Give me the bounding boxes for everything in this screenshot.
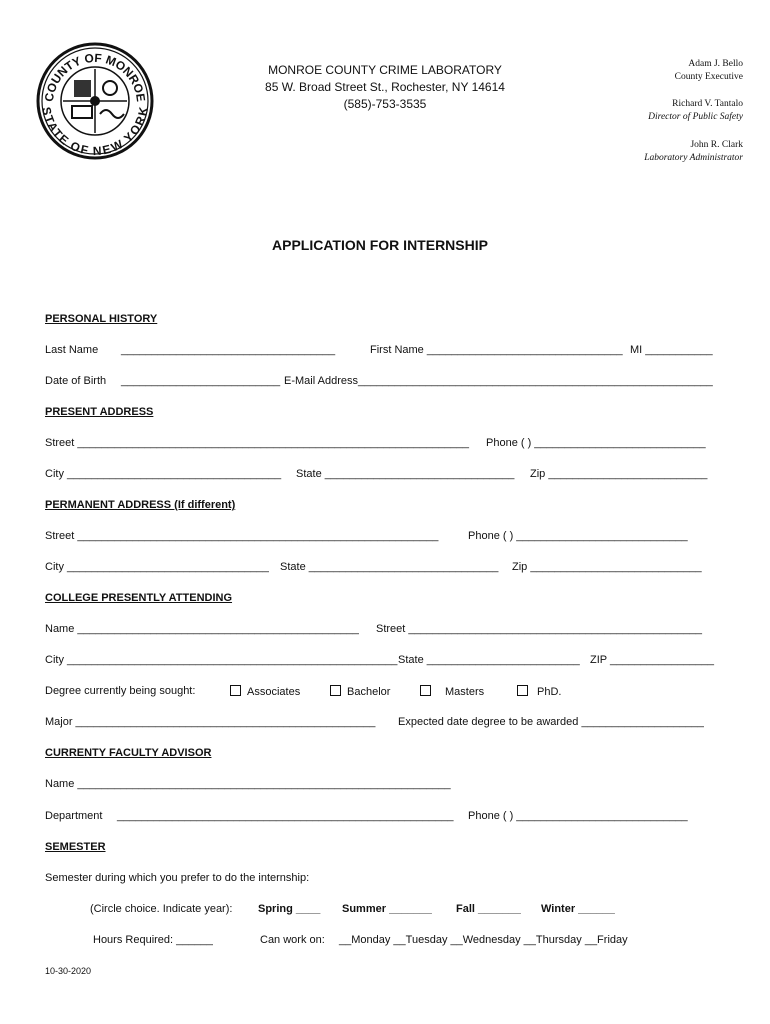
advisor-name-field[interactable]: Name _____________________________________________________________: [45, 778, 451, 790]
major-field[interactable]: Major _________________________________________________: [45, 716, 376, 728]
checkbox-icon[interactable]: [420, 685, 431, 696]
spring-option[interactable]: Spring ____: [258, 903, 321, 915]
dob-field[interactable]: __________________________: [121, 375, 281, 387]
org-address: 85 W. Broad Street St., Rochester, NY 14614: [265, 80, 505, 94]
present-street-field[interactable]: Street ________________________________________________________________: [45, 437, 469, 449]
section-present-address: PRESENT ADDRESS: [45, 406, 154, 418]
section-personal-history: PERSONAL HISTORY: [45, 313, 158, 325]
degree-label: Degree currently being sought:: [45, 685, 196, 697]
official-1: [675, 58, 743, 84]
checkbox-icon[interactable]: [230, 685, 241, 696]
official-2-title: Director of Public Safety: [648, 112, 743, 122]
official-3: [644, 139, 743, 165]
permanent-state-field[interactable]: State _______________________________: [280, 561, 499, 573]
permanent-zip-field[interactable]: Zip ____________________________: [512, 561, 702, 573]
degree-associates[interactable]: Associates: [230, 685, 300, 698]
official-3-title: Laboratory Administrator: [644, 153, 743, 163]
degree-masters[interactable]: Masters: [420, 685, 484, 698]
department-field[interactable]: _______________________________________________________: [117, 810, 454, 822]
section-permanent-address: PERMANENT ADDRESS (If different): [45, 499, 236, 511]
seal-bottom-text: STATE OF NEW YORK: [39, 105, 151, 159]
dob-label: Date of Birth: [45, 375, 107, 387]
first-name-field[interactable]: First Name ________________________________: [370, 344, 623, 356]
winter-option[interactable]: Winter ______: [541, 903, 615, 915]
mi-field[interactable]: MI ___________: [630, 344, 713, 356]
form-title: APPLICATION FOR INTERNSHIP: [272, 237, 488, 253]
present-zip-field[interactable]: Zip __________________________: [530, 468, 708, 480]
present-city-field[interactable]: City ___________________________________: [45, 468, 282, 480]
degree-phd[interactable]: PhD.: [517, 685, 561, 698]
expected-date-field[interactable]: Expected date degree to be awarded ____________________: [398, 716, 704, 728]
letterhead: [250, 62, 520, 113]
college-name-field[interactable]: Name ______________________________________________: [45, 623, 359, 635]
seal-top-text: COUNTY OF MONROE: [41, 50, 149, 103]
permanent-city-field[interactable]: City _________________________________: [45, 561, 269, 573]
college-street-field[interactable]: Street ________________________________________________: [376, 623, 703, 635]
footer-date: 10-30-2020: [45, 966, 92, 976]
county-seal: [36, 42, 154, 160]
last-name-label: Last Name: [45, 344, 99, 356]
fall-option[interactable]: Fall _______: [456, 903, 521, 915]
official-2-name: Richard V. Tantalo: [672, 99, 743, 109]
official-1-title: County Executive: [674, 72, 743, 82]
official-2: [648, 98, 743, 124]
org-name: MONROE COUNTY CRIME LABORATORY: [268, 63, 502, 77]
semester-prompt: Semester during which you prefer to do the internship:: [45, 872, 310, 884]
college-state-field[interactable]: State _________________________: [398, 654, 580, 666]
section-college: COLLEGE PRESENTLY ATTENDING: [45, 592, 233, 604]
checkbox-icon[interactable]: [330, 685, 341, 696]
degree-bachelor[interactable]: Bachelor: [330, 685, 390, 698]
circle-choice-label: (Circle choice. Indicate year):: [90, 903, 233, 915]
section-faculty-advisor: CURRENTY FACULTY ADVISOR: [45, 747, 212, 759]
section-semester: SEMESTER: [45, 841, 106, 853]
official-1-name: Adam J. Bello: [688, 59, 743, 69]
workdays-field[interactable]: __Monday __Tuesday __Wednesday __Thursday __Friday: [339, 934, 628, 946]
college-city-field[interactable]: City ______________________________________________________: [45, 654, 398, 666]
official-3-name: John R. Clark: [690, 140, 743, 150]
present-state-field[interactable]: State _______________________________: [296, 468, 515, 480]
advisor-phone-field[interactable]: Phone ( ) ____________________________: [468, 810, 688, 822]
org-phone: (585)-753-3535: [343, 97, 427, 111]
last-name-field[interactable]: ___________________________________: [121, 344, 336, 356]
hours-required-field[interactable]: Hours Required: ______: [93, 934, 213, 946]
present-phone-field[interactable]: Phone ( ) ____________________________: [486, 437, 706, 449]
can-work-label: Can work on:: [260, 934, 325, 946]
summer-option[interactable]: Summer _______: [342, 903, 432, 915]
checkbox-icon[interactable]: [517, 685, 528, 696]
permanent-street-field[interactable]: Street ___________________________________________________________: [45, 530, 439, 542]
email-field[interactable]: E-Mail Address__________________________________________________________: [284, 375, 713, 387]
department-label: Department: [45, 810, 103, 822]
college-zip-field[interactable]: ZIP _________________: [590, 654, 714, 666]
permanent-phone-field[interactable]: Phone ( ) ____________________________: [468, 530, 688, 542]
